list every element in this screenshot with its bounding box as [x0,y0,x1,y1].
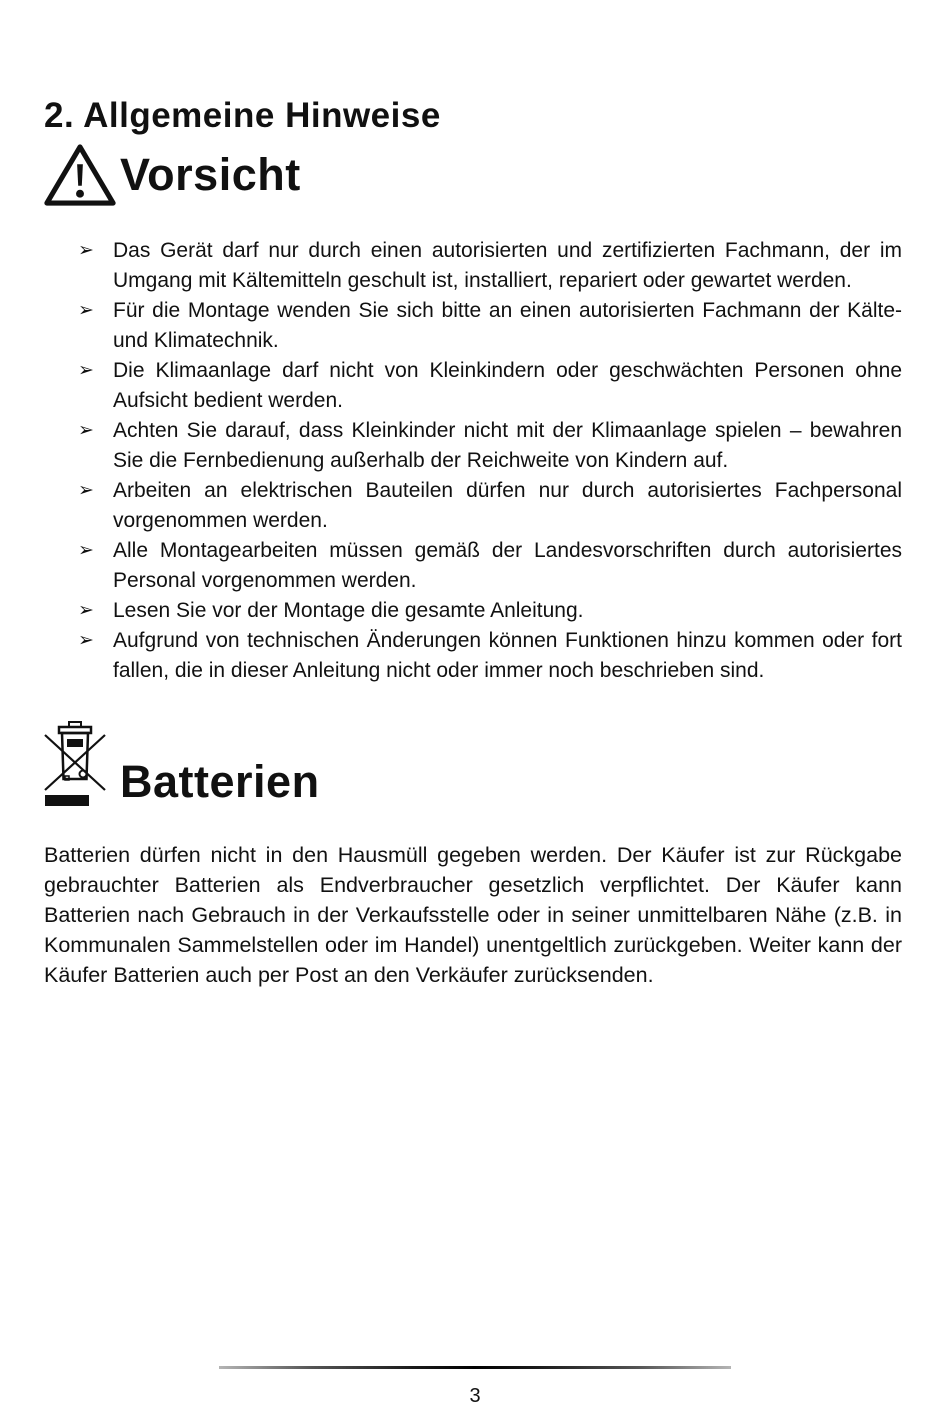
list-item [44,236,902,296]
warning-heading-row [44,142,902,208]
list-item [44,626,902,686]
warning-triangle-icon [44,142,116,208]
list-item [44,296,902,356]
batteries-heading-row [44,716,902,806]
page-content [0,96,950,990]
caution-list [44,236,902,686]
list-item-text: Für die Montage wenden Sie sich bitte an einen autorisierten Fachmann der Kälte- und Klimatechnik. [113,299,902,352]
bullet-arrow-icon: ➢ [78,540,94,561]
warning-heading: Vorsicht [120,149,301,200]
bullet-arrow-icon: ➢ [78,240,94,261]
footer-divider [219,1366,731,1369]
list-item-text: Arbeiten an elektrischen Bauteilen dürfen nur durch autorisiertes Fachpersonal vorgenommen werden. [113,479,902,532]
list-item [44,416,902,476]
bullet-arrow-icon: ➢ [78,420,94,441]
list-item-text: Achten Sie darauf, dass Kleinkinder nicht mit der Klimaanlage spielen – bewahren Sie die Fernbedienung außerhalb der Reichweite von Kindern auf. [113,419,902,472]
crossed-out-wheeled-bin-icon [44,716,106,806]
list-item-text: Aufgrund von technischen Änderungen können Funktionen hinzu kommen oder fort fallen, die in dieser Anleitung nicht oder immer noch beschrieben sind. [113,629,902,682]
list-item [44,596,902,626]
bullet-arrow-icon: ➢ [78,360,94,381]
bullet-arrow-icon: ➢ [78,600,94,621]
bullet-arrow-icon: ➢ [78,480,94,501]
bullet-arrow-icon: ➢ [78,630,94,651]
list-item-text: Das Gerät darf nur durch einen autorisierten und zertifizierten Fachmann, der im Umgang mit Kältemitteln geschult ist, installiert, repariert oder gewartet werden. [113,239,902,292]
page-footer [0,1366,950,1408]
list-item-text: Alle Montagearbeiten müssen gemäß der Landesvorschriften durch autorisiertes Personal vorgenommen werden. [113,539,902,592]
list-item [44,356,902,416]
list-item [44,536,902,596]
list-item [44,476,902,536]
page-number: 3 [469,1385,481,1407]
bullet-arrow-icon: ➢ [78,300,94,321]
batteries-heading: Batterien [120,756,320,807]
list-item-text: Die Klimaanlage darf nicht von Kleinkindern oder geschwächten Personen ohne Aufsicht bedient werden. [113,359,902,412]
batteries-paragraph: Batterien dürfen nicht in den Hausmüll gegeben werden. Der Käufer ist zur Rückgabe gebrauchter Batterien als Endverbraucher gesetzlich verpflichtet. Der Käufer kann Batterien nach Gebrauch in der Verkaufsstelle oder in seiner unmittelbaren Nähe (z.B. in Kommunalen Sammelstellen oder im Handel) unentgeltlich zurückgeben. Weiter kann der Käufer Batterien auch per Post an den Verkäufer zurücksenden. [44,843,902,987]
list-item-text: Lesen Sie vor der Montage die gesamte Anleitung. [113,599,584,622]
section-title: 2. Allgemeine Hinweise [44,96,441,135]
